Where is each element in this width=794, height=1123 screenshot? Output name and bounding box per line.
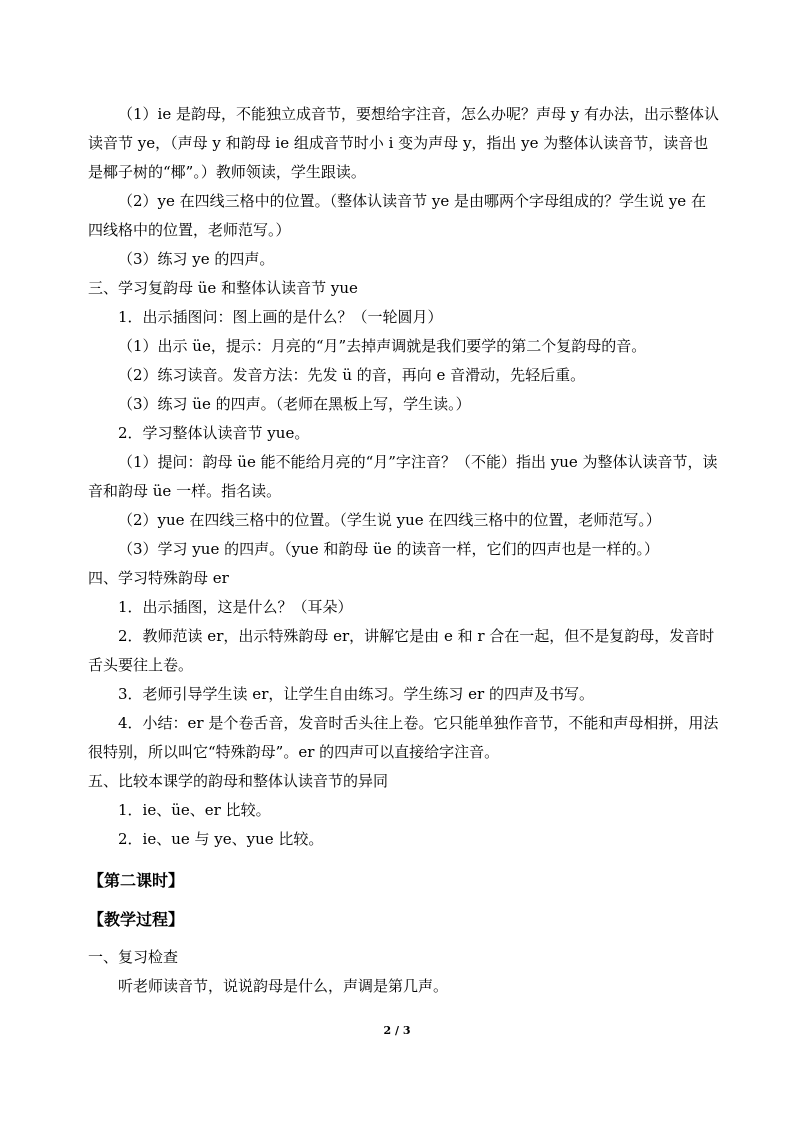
- page-number: 2 / 3: [383, 1024, 411, 1037]
- paragraph-ye-position: （2）ye 在四线三格中的位置。（整体认读音节 ye 是由哪两个字母组成的？学生说 ye 在四线格中的位置，老师范写。）: [88, 192, 706, 239]
- document-body: [88, 100, 720, 1001]
- paragraph-show-picture-moon: 1．出示插图问：图上画的是什么？（一轮圆月）: [118, 308, 443, 326]
- paragraph-summary-er: 4．小结：er 是个卷舌音，发音时舌头往上卷。它只能单独作音节，不能和声母相拼，用法很特别，所以叫它“特殊韵母”。er 的四声可以直接给字注音。: [88, 714, 719, 761]
- paragraph-teacher-reads-er: 2．教师范读 er，出示特殊韵母 er，讲解它是由 e 和 r 合在一起，但不是复韵母，发音时舌头要往上卷。: [88, 627, 715, 674]
- paragraph-show-picture-ear: 1．出示插图，这是什么？（耳朵）: [118, 598, 353, 616]
- paragraph-yue-position: （2）yue 在四线三格中的位置。（学生说 yue 在四线三格中的位置，老师范写。）: [118, 511, 661, 529]
- heading-section-four: 四、学习特殊韵母 er: [88, 569, 229, 587]
- heading-review-check: 一、复习检查: [88, 948, 179, 966]
- section-title-teaching-process: 【教学过程】: [88, 910, 185, 929]
- paragraph-ue-tones: （3）练习 üe 的四声。（老师在黑板上写，学生读。）: [118, 395, 471, 413]
- paragraph-learn-yue: 2．学习整体认读音节 yue。: [118, 424, 310, 442]
- paragraph-review-text: 听老师读音节，说说韵母是什么，声调是第几声。: [118, 977, 449, 995]
- paragraph-practice-reading: （2）练习读音。发音方法：先发 ü 的音，再向 e 音滑动，先轻后重。: [118, 366, 586, 384]
- paragraph-ie-intro: （1）ie 是韵母，不能独立成音节，要想给字注音，怎么办呢？声母 y 有办法，出示整体认读音节 ye，（声母 y 和韵母 ie 组成音节时小 i 变为声母 y，指出 ye 为整体认读音节，读音也是椰子树的“椰”。）教师领读，学生跟读。: [88, 105, 720, 181]
- heading-section-three: 三、学习复韵母 üe 和整体认读音节 yue: [88, 279, 358, 297]
- paragraph-yue-tones: （3）学习 yue 的四声。（yue 和韵母 üe 的读音一样，它们的四声也是一样的。）: [118, 540, 659, 558]
- paragraph-students-practice-er: 3．老师引导学生读 er，让学生自由练习。学生练习 er 的四声及书写。: [118, 685, 594, 703]
- paragraph-compare-syllables: 2．ie、ue 与 ye、yue 比较。: [118, 830, 324, 848]
- paragraph-question-moon: （1）提问：韵母 üe 能不能给月亮的“月”字注音？（不能）指出 yue 为整体认读音节，读音和韵母 üe 一样。指名读。: [88, 453, 718, 500]
- paragraph-compare-finals: 1．ie、üe、er 比较。: [118, 801, 271, 819]
- section-title-second-lesson: 【第二课时】: [88, 871, 185, 890]
- paragraph-ye-tones: （3）练习 ye 的四声。: [118, 250, 275, 268]
- heading-section-five: 五、比较本课学的韵母和整体认读音节的异同: [88, 772, 389, 790]
- paragraph-show-ue: （1）出示 üe，提示：月亮的“月”去掉声调就是我们要学的第二个复韵母的音。: [118, 337, 647, 355]
